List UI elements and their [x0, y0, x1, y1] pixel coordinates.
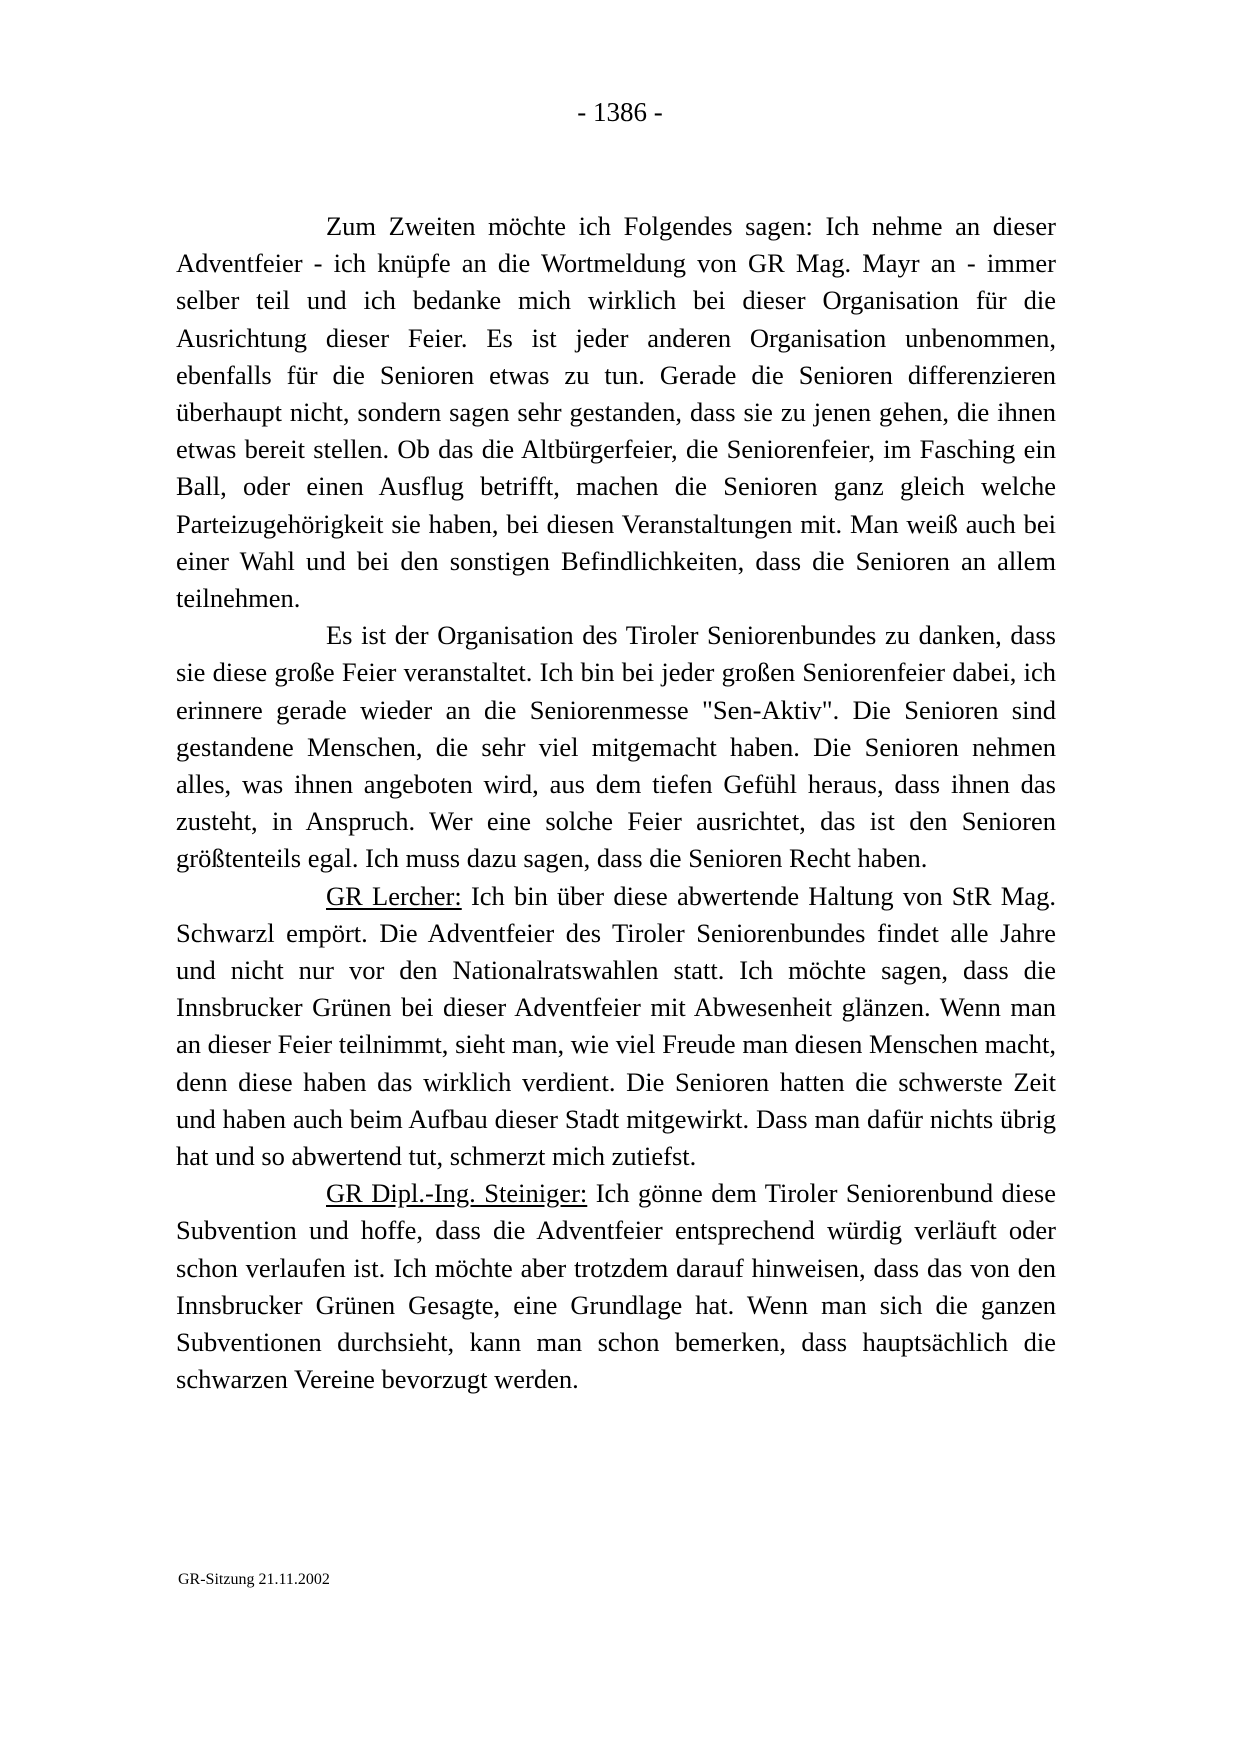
page-number: - 1386 - — [577, 97, 663, 127]
speaker-name: GR Lercher: — [326, 880, 462, 911]
paragraph-text: Ich gönne dem Tiroler Seniorenbund diese Subvention und hoffe, dass die Adventfeier entsprechend würdig verläuft oder schon verlaufen ist. Ich möchte aber trotzdem darauf hinweisen, dass das von den Innsbrucker Grünen Gesagte, eine Grundlage hat. Wenn man sich die ganzen Subventionen durchsieht, kann man schon bemerken, dass hauptsächlich die schwarzen Vereine bevorzugt werden. — [176, 1178, 1056, 1395]
document-body — [176, 208, 1056, 1399]
paragraph-text: Zum Zweiten möchte ich Folgendes sagen: Ich nehme an dieser Adventfeier - ich knüpfe an die Wortmeldung von GR Mag. Mayr an - immer selber teil und ich bedanke mich wirklich bei dieser Organisation für die Ausrichtung dieser Feier. Es ist jeder anderen Organisation unbenommen, ebenfalls für die Senioren etwas zu tun. Gerade die Senioren differenzieren überhaupt nicht, sondern sagen sehr gestanden, dass sie zu jenen gehen, die ihnen etwas bereit stellen. Ob das die Altbürgerfeier, die Seniorenfeier, im Fasching ein Ball, oder einen Ausflug betrifft, machen die Senioren ganz gleich welche Parteizugehörigkeit sie haben, bei diesen Veranstaltungen mit. Man weiß auch bei einer Wahl und bei den sonstigen Befindlichkeiten, dass die Senioren an allem teilnehmen. — [176, 211, 1056, 614]
paragraph-1 — [176, 208, 1056, 617]
footer-session-date: GR-Sitzung 21.11.2002 — [178, 1571, 330, 1588]
paragraph-2 — [176, 617, 1056, 877]
paragraph-text: Ich bin über diese abwertende Haltung von StR Mag. Schwarzl empört. Die Adventfeier des Tiroler Seniorenbundes findet alle Jahre und nicht nur vor den Nationalratswahlen statt. Ich möchte sagen, dass die Innsbrucker Grünen bei dieser Adventfeier mit Abwesenheit glänzen. Wenn man an dieser Feier teilnimmt, sieht man, wie viel Freude man diesen Menschen macht, denn diese haben das wirklich verdient. Die Senioren hatten die schwerste Zeit und haben auch beim Aufbau dieser Stadt mitgewirkt. Dass man dafür nichts übrig hat und so abwertend tut, schmerzt mich zutiefst. — [176, 880, 1056, 1172]
paragraph-3 — [176, 878, 1056, 1176]
paragraph-4 — [176, 1175, 1056, 1398]
speaker-name: GR Dipl.-Ing. Steiniger: — [326, 1178, 588, 1209]
paragraph-text: Es ist der Organisation des Tiroler Seniorenbundes zu danken, dass sie diese große Feier veranstaltet. Ich bin bei jeder großen Seniorenfeier dabei, ich erinnere gerade wieder an die Seniorenmesse "Sen-Aktiv". Die Senioren sind gestandene Menschen, die sehr viel mitgemacht haben. Die Senioren nehmen alles, was ihnen angeboten wird, aus dem tiefen Gefühl heraus, dass ihnen das zusteht, in Anspruch. Wer eine solche Feier ausrichtet, das ist den Senioren größtenteils egal. Ich muss dazu sagen, dass die Senioren Recht haben. — [176, 620, 1056, 874]
